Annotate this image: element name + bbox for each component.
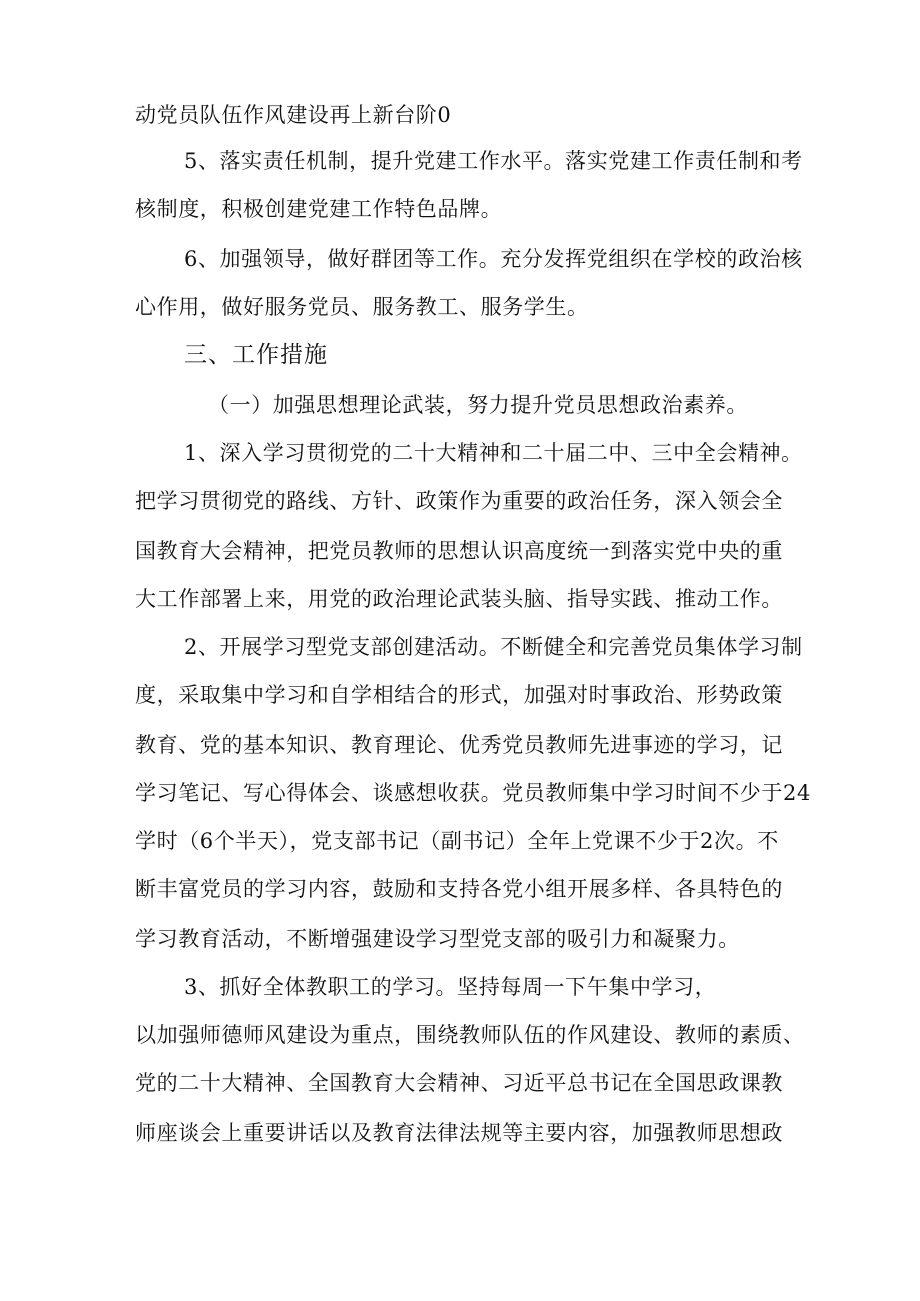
text-line: 国教育大会精神，把党员教师的思想认识高度统一到落实党中央的重	[135, 539, 783, 563]
text-line: 核制度，积极创建党建工作特色品牌。	[135, 197, 503, 221]
text-line: 学时（6个半天），党支部书记（副书记）全年上党课不少于2次。不	[135, 829, 779, 853]
text-line: 1、深入学习贯彻党的二十大精神和二十届二中、三中全会精神。	[184, 441, 803, 465]
text-line: 大工作部署上来，用党的政治理论武装头脑、指导实践、推动工作。	[135, 587, 783, 611]
text-line: 学习笔记、写心得体会、谈感想收获。党员教师集中学习时间不少于24	[135, 781, 811, 805]
text-line: 2、开展学习型党支部创建活动。不断健全和完善党员集体学习制	[184, 635, 803, 659]
text-line: 教育、党的基本知识、教育理论、优秀党员教师先进事迹的学习，记	[135, 733, 783, 757]
text-line: 党的二十大精神、全国教育大会精神、习近平总书记在全国思政课教	[135, 1071, 783, 1095]
text-line: 动党员队伍作风建设再上新台阶0	[135, 103, 452, 127]
text-line: 6、加强领导，做好群团等工作。充分发挥党组织在学校的政治核	[184, 247, 803, 271]
text-line: 以加强师德师风建设为重点，围绕教师队伍的作风建设、教师的素质、	[135, 1023, 805, 1047]
subsection-heading: （一）加强思想理论武装，努力提升党员思想政治素养。	[208, 393, 748, 417]
text-line: 心作用，做好服务党员、服务教工、服务学生。	[135, 295, 589, 319]
text-line: 断丰富党员的学习内容，鼓励和支持各党小组开展多样、各具特色的	[135, 877, 783, 901]
text-line: 师座谈会上重要讲话以及教育法律法规等主要内容，加强教师思想政	[135, 1121, 783, 1145]
text-line: 学习教育活动，不断增强建设学习型党支部的吸引力和凝聚力。	[135, 927, 740, 951]
text-line: 3、抓好全体教职工的学习。坚持每周一下午集中学习，	[184, 975, 717, 999]
text-line: 度，采取集中学习和自学相结合的形式，加强对时事政治、形势政策	[135, 683, 783, 707]
section-heading: 三、工作措施	[184, 342, 328, 368]
text-line: 5、落实责任机制，提升党建工作水平。落实党建工作责任制和考	[184, 149, 803, 173]
text-line: 把学习贯彻党的路线、方针、政策作为重要的政治任务，深入领会全	[135, 489, 783, 513]
